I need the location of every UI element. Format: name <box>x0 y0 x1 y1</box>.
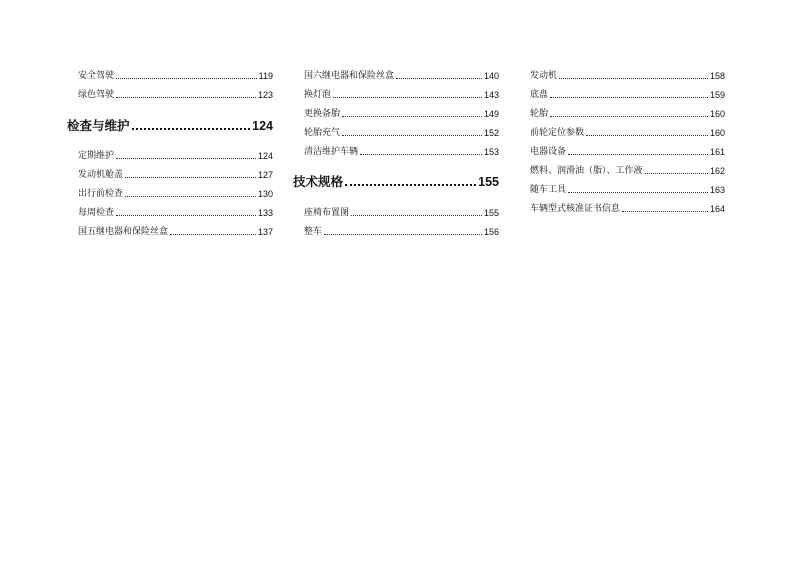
dot-leader <box>550 116 708 117</box>
toc-entry-page: 156 <box>483 227 499 237</box>
toc-entry-tools[interactable] <box>530 184 725 196</box>
toc-entry-electrical[interactable] <box>530 146 725 158</box>
toc-entry-title: 清洁维护车辆 <box>304 147 359 157</box>
toc-column-1-lower <box>78 150 273 245</box>
toc-entry-page: 137 <box>257 227 273 237</box>
dot-leader <box>324 234 482 235</box>
toc-entry-fusebox-5[interactable] <box>78 226 273 238</box>
toc-entry-spare-tire[interactable] <box>304 108 499 120</box>
dot-leader <box>116 158 256 159</box>
dot-leader <box>351 215 482 216</box>
toc-section-title: 检查与维护 <box>67 118 130 133</box>
dot-leader <box>333 97 482 98</box>
toc-entry-page: 143 <box>483 90 499 100</box>
dot-leader <box>568 154 708 155</box>
dot-leader <box>125 196 256 197</box>
toc-column-2-lower <box>304 207 499 245</box>
toc-entry-title: 安全驾驶 <box>78 71 115 81</box>
toc-entry-page: 161 <box>709 147 725 157</box>
toc-entry-page: 140 <box>483 71 499 81</box>
toc-entry-title: 定期维护 <box>78 151 115 161</box>
toc-entry-title: 电器设备 <box>530 147 567 157</box>
toc-entry-title: 轮胎充气 <box>304 128 341 138</box>
toc-entry-fusebox-6[interactable] <box>304 70 499 82</box>
dot-leader <box>116 215 256 216</box>
toc-section-maintenance[interactable] <box>67 118 273 134</box>
toc-entry-bulb[interactable] <box>304 89 499 101</box>
toc-entry-title: 每周检查 <box>78 208 115 218</box>
toc-entry-page: 124 <box>257 151 273 161</box>
toc-entry-title: 整车 <box>304 227 323 237</box>
toc-entry-title: 车辆型式核准证书信息 <box>530 204 621 214</box>
toc-entry-hood[interactable] <box>78 169 273 181</box>
toc-section-page: 124 <box>252 119 273 133</box>
toc-entry-title: 国五继电器和保险丝盒 <box>78 227 169 237</box>
toc-entry-whole-vehicle[interactable] <box>304 226 499 238</box>
dot-leader <box>125 177 256 178</box>
toc-entry-certificate[interactable] <box>530 203 725 215</box>
toc-column-1 <box>78 70 273 108</box>
toc-entry-page: 130 <box>257 189 273 199</box>
toc-entry-page: 163 <box>709 185 725 195</box>
dot-leader <box>396 78 482 79</box>
dot-leader <box>170 234 256 235</box>
toc-entry-page: 159 <box>709 90 725 100</box>
toc-entry-pre-trip-check[interactable] <box>78 188 273 200</box>
dot-leader <box>568 192 708 193</box>
toc-entry-chassis[interactable] <box>530 89 725 101</box>
toc-entry-title: 发动机 <box>530 71 558 81</box>
toc-entry-vehicle-cleaning[interactable] <box>304 146 499 158</box>
toc-entry-seat-layout[interactable] <box>304 207 499 219</box>
dot-leader <box>116 78 257 79</box>
toc-entry-page: 149 <box>483 109 499 119</box>
toc-entry-title: 绿色驾驶 <box>78 90 115 100</box>
toc-section-page: 155 <box>478 175 499 189</box>
toc-entry-regular-maintenance[interactable] <box>78 150 273 162</box>
dot-leader <box>645 173 708 174</box>
toc-entry-weekly-check[interactable] <box>78 207 273 219</box>
toc-entry-page: 123 <box>257 90 273 100</box>
toc-entry-page: 155 <box>483 208 499 218</box>
toc-entry-title: 出行前检查 <box>78 189 124 199</box>
toc-entry-page: 133 <box>257 208 273 218</box>
toc-entry-page: 127 <box>257 170 273 180</box>
toc-entry-page: 153 <box>483 147 499 157</box>
toc-entry-page: 160 <box>709 128 725 138</box>
toc-section-specifications[interactable] <box>293 174 499 190</box>
dot-leader <box>132 128 251 130</box>
toc-entry-title: 底盘 <box>530 90 549 100</box>
toc-entry-page: 158 <box>709 71 725 81</box>
toc-entry-tires[interactable] <box>530 108 725 120</box>
dot-leader <box>586 135 708 136</box>
toc-entry-title: 轮胎 <box>530 109 549 119</box>
toc-entry-page: 162 <box>709 166 725 176</box>
toc-entry-page: 160 <box>709 109 725 119</box>
toc-entry-title: 国六继电器和保险丝盒 <box>304 71 395 81</box>
toc-entry-title: 发动机舱盖 <box>78 170 124 180</box>
toc-entry-engine[interactable] <box>530 70 725 82</box>
toc-entry-fluids[interactable] <box>530 165 725 177</box>
toc-entry-title: 燃料、润滑油（脂）、工作液 <box>530 166 643 176</box>
toc-entry-title: 换灯泡 <box>304 90 332 100</box>
toc-entry-title: 前轮定位参数 <box>530 128 585 138</box>
toc-entry-page: 119 <box>258 71 273 81</box>
dot-leader <box>342 135 482 136</box>
toc-section-title: 技术规格 <box>293 174 344 189</box>
toc-entry-title: 随车工具 <box>530 185 567 195</box>
toc-column-2 <box>304 70 499 165</box>
toc-column-3 <box>530 70 725 222</box>
toc-entry-page: 152 <box>483 128 499 138</box>
toc-entry-green-driving[interactable] <box>78 89 273 101</box>
toc-entry-safe-driving[interactable] <box>78 70 273 82</box>
dot-leader <box>622 211 708 212</box>
toc-entry-title: 座椅布置图 <box>304 208 350 218</box>
dot-leader <box>345 184 476 186</box>
dot-leader <box>116 97 256 98</box>
dot-leader <box>342 116 482 117</box>
toc-entry-title: 更换备胎 <box>304 109 341 119</box>
dot-leader <box>360 154 482 155</box>
toc-entry-page: 164 <box>709 204 725 214</box>
toc-entry-wheel-alignment[interactable] <box>530 127 725 139</box>
dot-leader <box>550 97 708 98</box>
toc-entry-tire-inflation[interactable] <box>304 127 499 139</box>
dot-leader <box>559 78 708 79</box>
